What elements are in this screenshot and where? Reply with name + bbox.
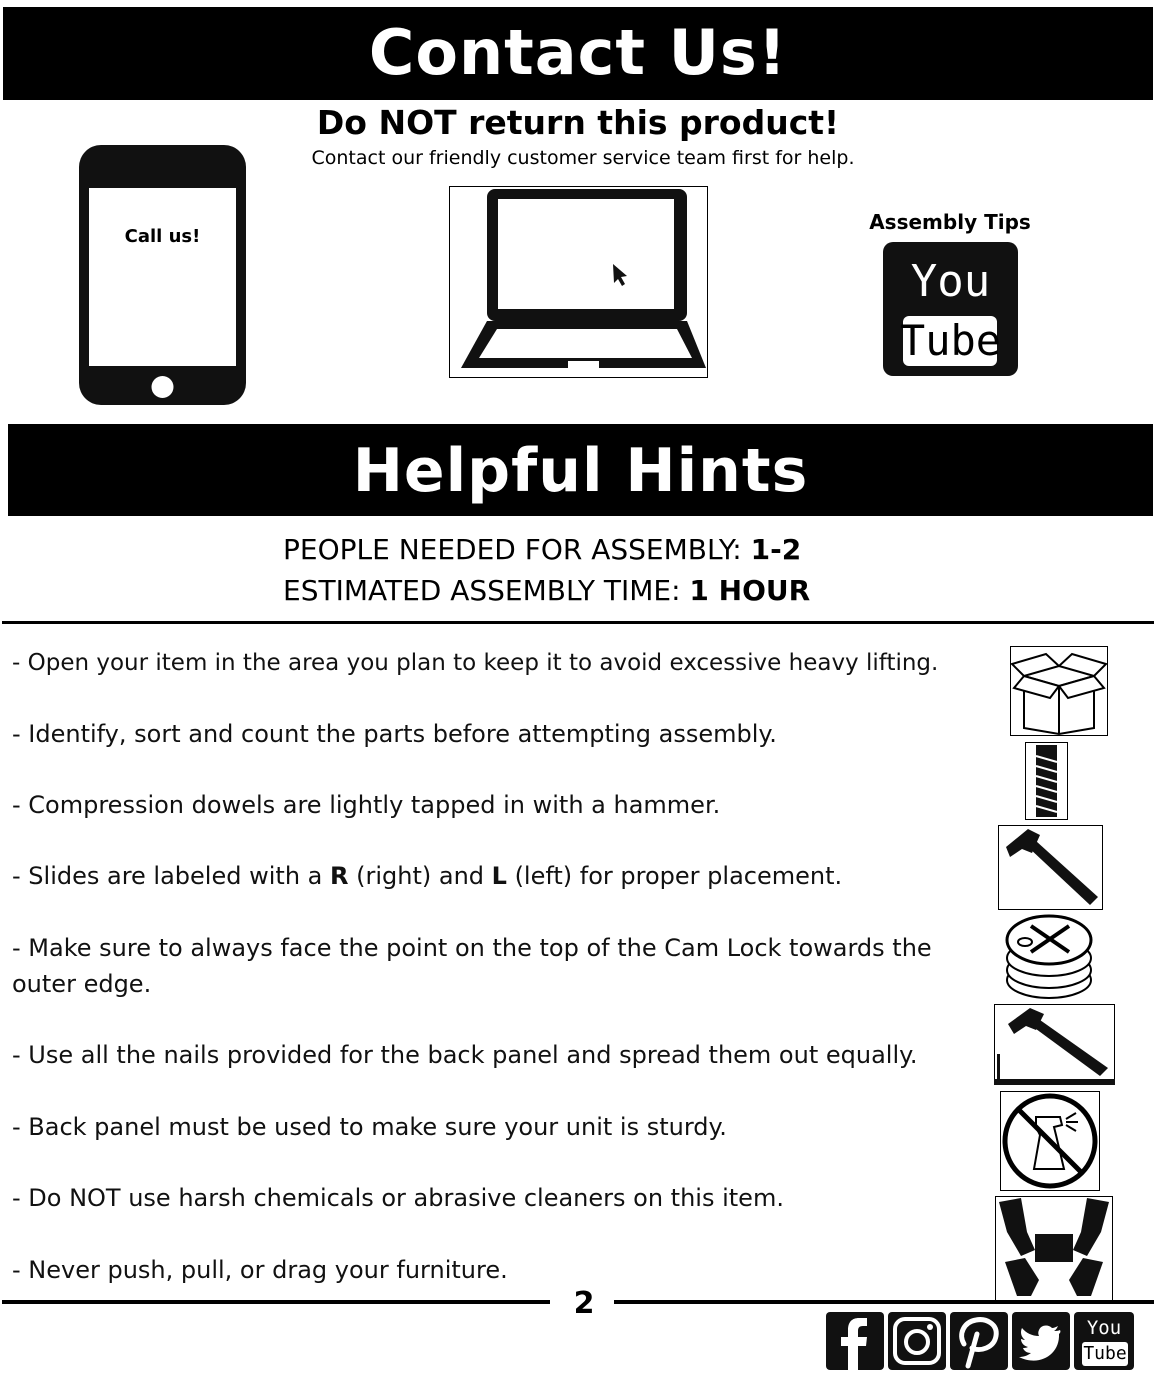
footer-line-right — [614, 1300, 1154, 1304]
youtube-tube-text: Tube — [899, 316, 1002, 365]
slides-r: R — [330, 862, 349, 890]
hammer-nail-icon — [994, 1004, 1115, 1085]
hint-camlock: - Make sure to always face the point on the top of the Cam Lock towards the outer edge. — [12, 934, 932, 998]
hints-banner — [8, 424, 1153, 516]
slides-l: L — [491, 862, 507, 890]
instagram-icon[interactable] — [888, 1312, 946, 1370]
page-number: 2 — [573, 1286, 595, 1321]
people-value: 1-2 — [750, 533, 802, 566]
no-drag-icon — [995, 1196, 1113, 1301]
people-needed — [283, 532, 801, 568]
contact-title: Contact Us! — [368, 16, 788, 89]
social-youtube-tube: Tube — [1083, 1343, 1127, 1364]
social-youtube-you: You — [1086, 1317, 1122, 1339]
hint-chemicals: - Do NOT use harsh chemicals or abrasive cleaners on this item. — [12, 1184, 784, 1212]
hint-push: - Never push, pull, or drag your furniture. — [12, 1256, 508, 1284]
open-box-icon — [1010, 646, 1108, 736]
contact-banner — [3, 7, 1153, 100]
contact-subtext: Contact our friendly customer service team first for help. — [311, 147, 855, 169]
time-label: ESTIMATED ASSEMBLY TIME: — [283, 574, 690, 607]
hint-back-panel: - Back panel must be used to make sure your unit is sturdy. — [12, 1113, 727, 1141]
hint-identify: - Identify, sort and count the parts before attempting assembly. — [12, 720, 777, 748]
assembly-time — [283, 573, 810, 609]
hint-dowels: - Compression dowels are lightly tapped in with a hammer. — [12, 791, 721, 819]
youtube-social-icon[interactable] — [1074, 1312, 1134, 1370]
phone-icon[interactable] — [78, 144, 247, 406]
hammer-icon — [998, 825, 1103, 910]
hint-nails: - Use all the nails provided for the back panel and spread them out equally. — [12, 1041, 918, 1069]
do-not-return-heading: Do NOT return this product! — [316, 103, 840, 142]
no-spray-icon — [1000, 1091, 1100, 1191]
youtube-you-text: You — [910, 256, 991, 307]
hint-slides: - Slides are labeled with a R (right) and L (left) for proper placement. — [12, 862, 843, 890]
pinterest-icon[interactable] — [950, 1312, 1008, 1370]
twitter-icon[interactable] — [1012, 1312, 1070, 1370]
hints-divider — [2, 621, 1154, 624]
laptop-icon[interactable] — [449, 186, 708, 378]
time-value: 1 HOUR — [689, 574, 811, 607]
footer-line-left — [2, 1300, 550, 1304]
dowel-icon — [1025, 742, 1068, 820]
facebook-icon[interactable] — [826, 1312, 884, 1370]
hint-open: - Open your item in the area you plan to keep it to avoid excessive heavy lifting. — [12, 650, 939, 676]
youtube-icon[interactable] — [883, 242, 1018, 376]
people-label: PEOPLE NEEDED FOR ASSEMBLY: — [283, 533, 751, 566]
cam-lock-icon — [1005, 912, 1095, 1000]
hints-title: Helpful Hints — [352, 436, 809, 506]
assembly-tips-label: Assembly Tips — [869, 210, 1031, 234]
call-us-label: Call us! — [124, 226, 201, 247]
